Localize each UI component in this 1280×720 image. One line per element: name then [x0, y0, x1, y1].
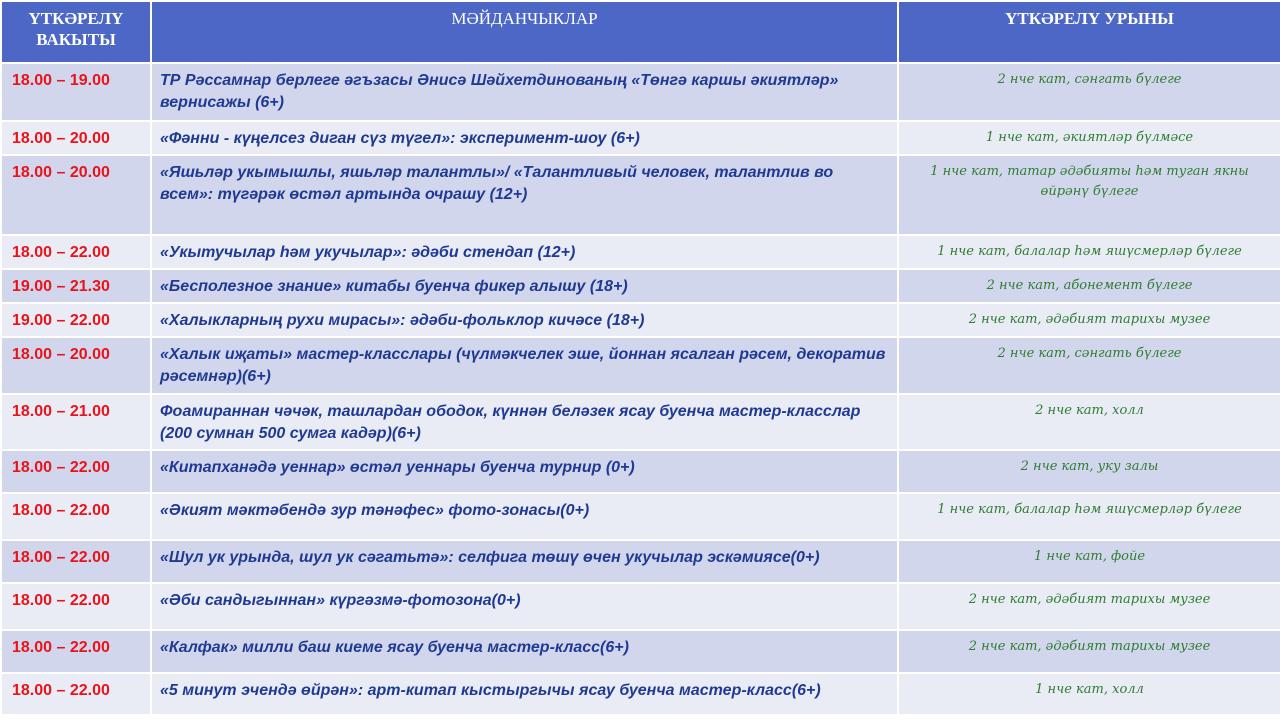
table-row: [1, 269, 1280, 303]
row-time: 18.00 – 20.00: [1, 121, 151, 155]
table-row: [1, 337, 1280, 394]
row-place: 1 нче кат, әкиятләр бүлмәсе: [898, 121, 1280, 155]
table-row: [1, 630, 1280, 673]
row-time: 18.00 – 21.00: [1, 394, 151, 450]
row-place: 1 нче кат, балалар һәм яшүсмерләр бүлеге: [898, 235, 1280, 269]
row-event: «Фәнни - күңелсез диган сүз түгел»: эксперимент-шоу (6+): [151, 121, 898, 155]
row-time: 18.00 – 19.00: [1, 63, 151, 121]
row-time: 18.00 – 20.00: [1, 337, 151, 394]
row-place: 1 нче кат, фойе: [898, 540, 1280, 583]
header-time: ҮТКӘРЕЛҮ ВАКЫТЫ: [1, 1, 151, 63]
row-event: «Шул ук урында, шул ук сәгатьтә»: селфига төшү өчен укучылар эскәмиясе(0+): [151, 540, 898, 583]
table-row: [1, 303, 1280, 337]
row-event: Фоамираннан чәчәк, ташлардан ободок, күннән беләзек ясау буенча мастер-класслар (200 сумнан 500 сумга кадәр)(6+): [151, 394, 898, 450]
row-event: ТР Рәссамнар берлеге әгъзасы Әнисә Шәйхетдинованың «Төнгә каршы әкиятләр» вернисажы (6+): [151, 63, 898, 121]
table-row: [1, 450, 1280, 493]
row-event: «Әкият мәктәбендә зур тәнәфес» фото-зонасы(0+): [151, 493, 898, 540]
table-row: [1, 121, 1280, 155]
row-place: 2 нче кат, холл: [898, 394, 1280, 450]
row-place: 2 нче кат, әдәбият тарихы музее: [898, 630, 1280, 673]
row-place: 1 нче кат, холл: [898, 673, 1280, 715]
row-time: 19.00 – 21.30: [1, 269, 151, 303]
row-event: «Бесполезное знание» китабы буенча фикер алышу (18+): [151, 269, 898, 303]
row-place: 1 нче кат, балалар һәм яшүсмерләр бүлеге: [898, 493, 1280, 540]
row-time: 18.00 – 22.00: [1, 583, 151, 630]
row-time: 18.00 – 22.00: [1, 493, 151, 540]
table-row: [1, 155, 1280, 235]
row-place: 2 нче кат, әдәбият тарихы музее: [898, 583, 1280, 630]
row-event: «Укытучылар һәм укучылар»: әдәби стендап (12+): [151, 235, 898, 269]
row-time: 18.00 – 22.00: [1, 540, 151, 583]
row-time: 18.00 – 22.00: [1, 235, 151, 269]
row-place: 2 нче кат, сәнгать бүлеге: [898, 337, 1280, 394]
row-time: 19.00 – 22.00: [1, 303, 151, 337]
row-event: «Әби сандыгыннан» күргәзмә-фотозона(0+): [151, 583, 898, 630]
row-event: «Яшьләр укымышлы, яшьләр талантлы»/ «Талантливый человек, талантлив во всем»: түгәрәк өстәл артында очрашу (12+): [151, 155, 898, 235]
header-event: МӘЙДАНЧЫКЛАР: [151, 1, 898, 63]
table-header: [1, 1, 1280, 63]
table-row: [1, 63, 1280, 121]
row-place: 2 нче кат, әдәбият тарихы музее: [898, 303, 1280, 337]
row-time: 18.00 – 22.00: [1, 450, 151, 493]
header-row: [1, 1, 1280, 63]
header-place: ҮТКӘРЕЛҮ УРЫНЫ: [898, 1, 1280, 63]
row-time: 18.00 – 22.00: [1, 673, 151, 715]
row-place: 1 нче кат, татар әдәбияты һәм туган якны өйрәнү бүлеге: [898, 155, 1280, 235]
row-event: «Китапханәдә уеннар» өстәл уеннары буенча турнир (0+): [151, 450, 898, 493]
row-event: «5 минут эчендә өйрән»: арт-китап кыстыргычы ясау буенча мастер-класс(6+): [151, 673, 898, 715]
table-row: [1, 673, 1280, 715]
row-event: «Халыкларның рухи мирасы»: әдәби-фольклор кичәсе (18+): [151, 303, 898, 337]
row-place: 2 нче кат, сәнгать бүлеге: [898, 63, 1280, 121]
row-time: 18.00 – 20.00: [1, 155, 151, 235]
table-row: [1, 394, 1280, 450]
row-event: «Калфак» милли баш киеме ясау буенча мастер-класс(6+): [151, 630, 898, 673]
row-place: 2 нче кат, абонемент бүлеге: [898, 269, 1280, 303]
table-row: [1, 583, 1280, 630]
table-row: [1, 235, 1280, 269]
table-row: [1, 493, 1280, 540]
table-body: [1, 63, 1280, 715]
row-event: «Халык иҗаты» мастер-класслары (чүлмәкчелек эше, йоннан ясалган рәсем, декоратив рәсемнәр)(6+): [151, 337, 898, 394]
row-time: 18.00 – 22.00: [1, 630, 151, 673]
row-place: 2 нче кат, уку залы: [898, 450, 1280, 493]
table-row: [1, 540, 1280, 583]
